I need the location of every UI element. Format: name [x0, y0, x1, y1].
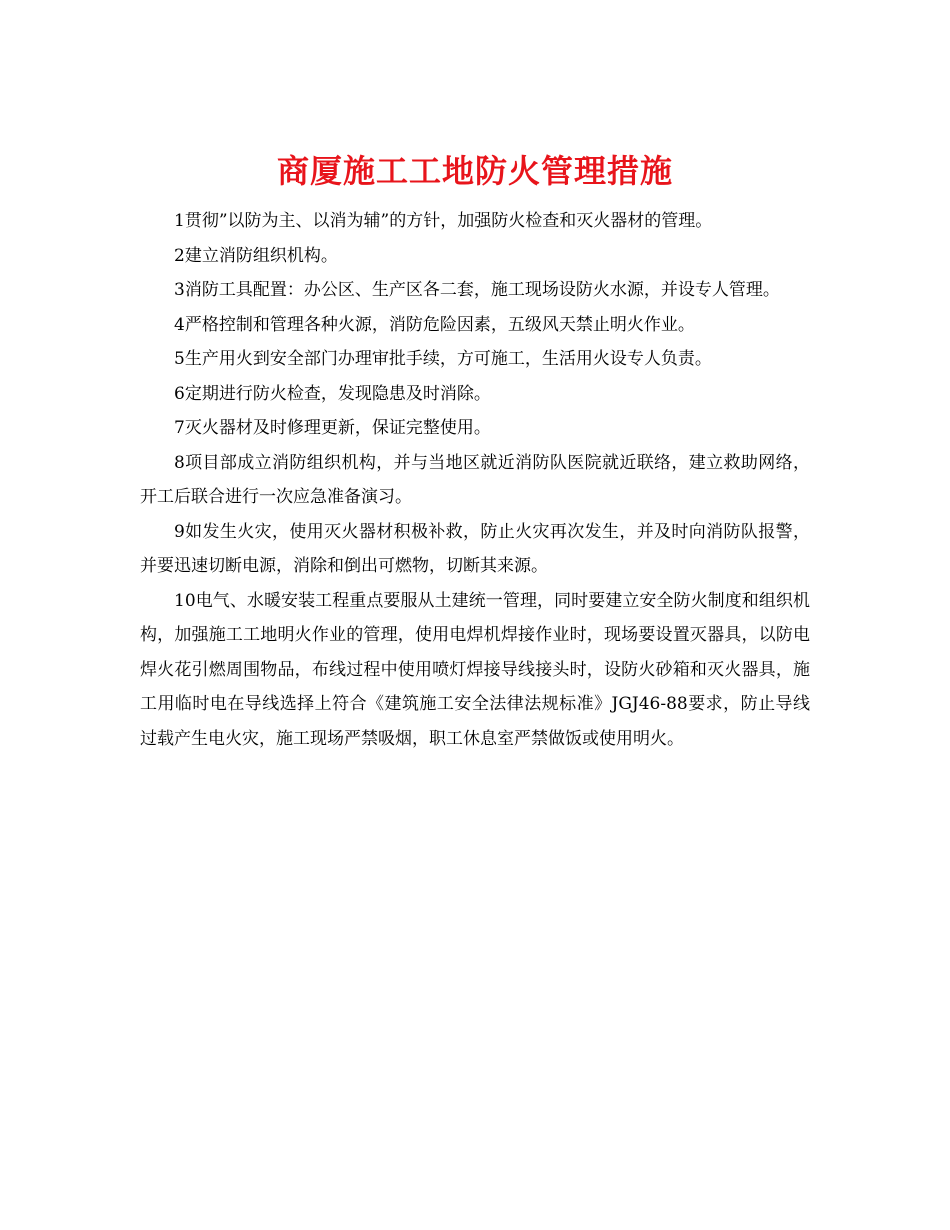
paragraph-2: 2建立消防组织机构。	[174, 245, 338, 266]
paragraph-7: 7灭火器材及时修理更新，保证完整使用。	[174, 418, 491, 438]
paragraph-3: 3消防工具配置：办公区、生产区各二套，施工现场设防火水源，并设专人管理。	[174, 280, 780, 300]
paragraph-6: 6定期进行防火检查，发现隐患及时消除。	[174, 383, 491, 404]
document-title: 商厦施工工地防火管理措施	[276, 152, 673, 191]
paragraph-5: 5生产用火到安全部门办理审批手续，方可施工，生活用火设专人负责。	[174, 349, 712, 369]
paragraph-4: 4严格控制和管理各种火源，消防危险因素，五级风天禁止明火作业。	[174, 314, 695, 335]
paragraph-10: 10电气、水暖安装工程重点要服从土建统一管理，同时要建立安全防火制度和组织机构，加强施工工地明火作业的管理，使用电焊机焊接作业时，现场要设置灭器具，以防电焊火花引燃周围物品，布线过程中使用喷灯焊接导线接头时，设防火砂箱和灭火器具，施工用临时电在导线选择上符合《建筑施工安全法律法规标准》JGJ46-88要求，防止导线过载产生电火灾，施工现场严禁吸烟，职工休息室严禁做饭或使用明火。	[140, 590, 810, 749]
paragraph-8: 8项目部成立消防组织机构，并与当地区就近消防队医院就近联络，建立救助网络，开工后联合进行一次应急准备演习。	[140, 452, 810, 507]
paragraph-9: 9如发生火灾，使用灭火器材积极补救，防止火灾再次发生，并及时向消防队报警，并要迅速切断电源，消除和倒出可燃物，切断其来源。	[140, 521, 810, 576]
paragraph-1: 1贯彻”以防为主、以消为辅”的方针，加强防火检查和灭火器材的管理。	[174, 211, 713, 231]
document-body	[140, 204, 810, 756]
